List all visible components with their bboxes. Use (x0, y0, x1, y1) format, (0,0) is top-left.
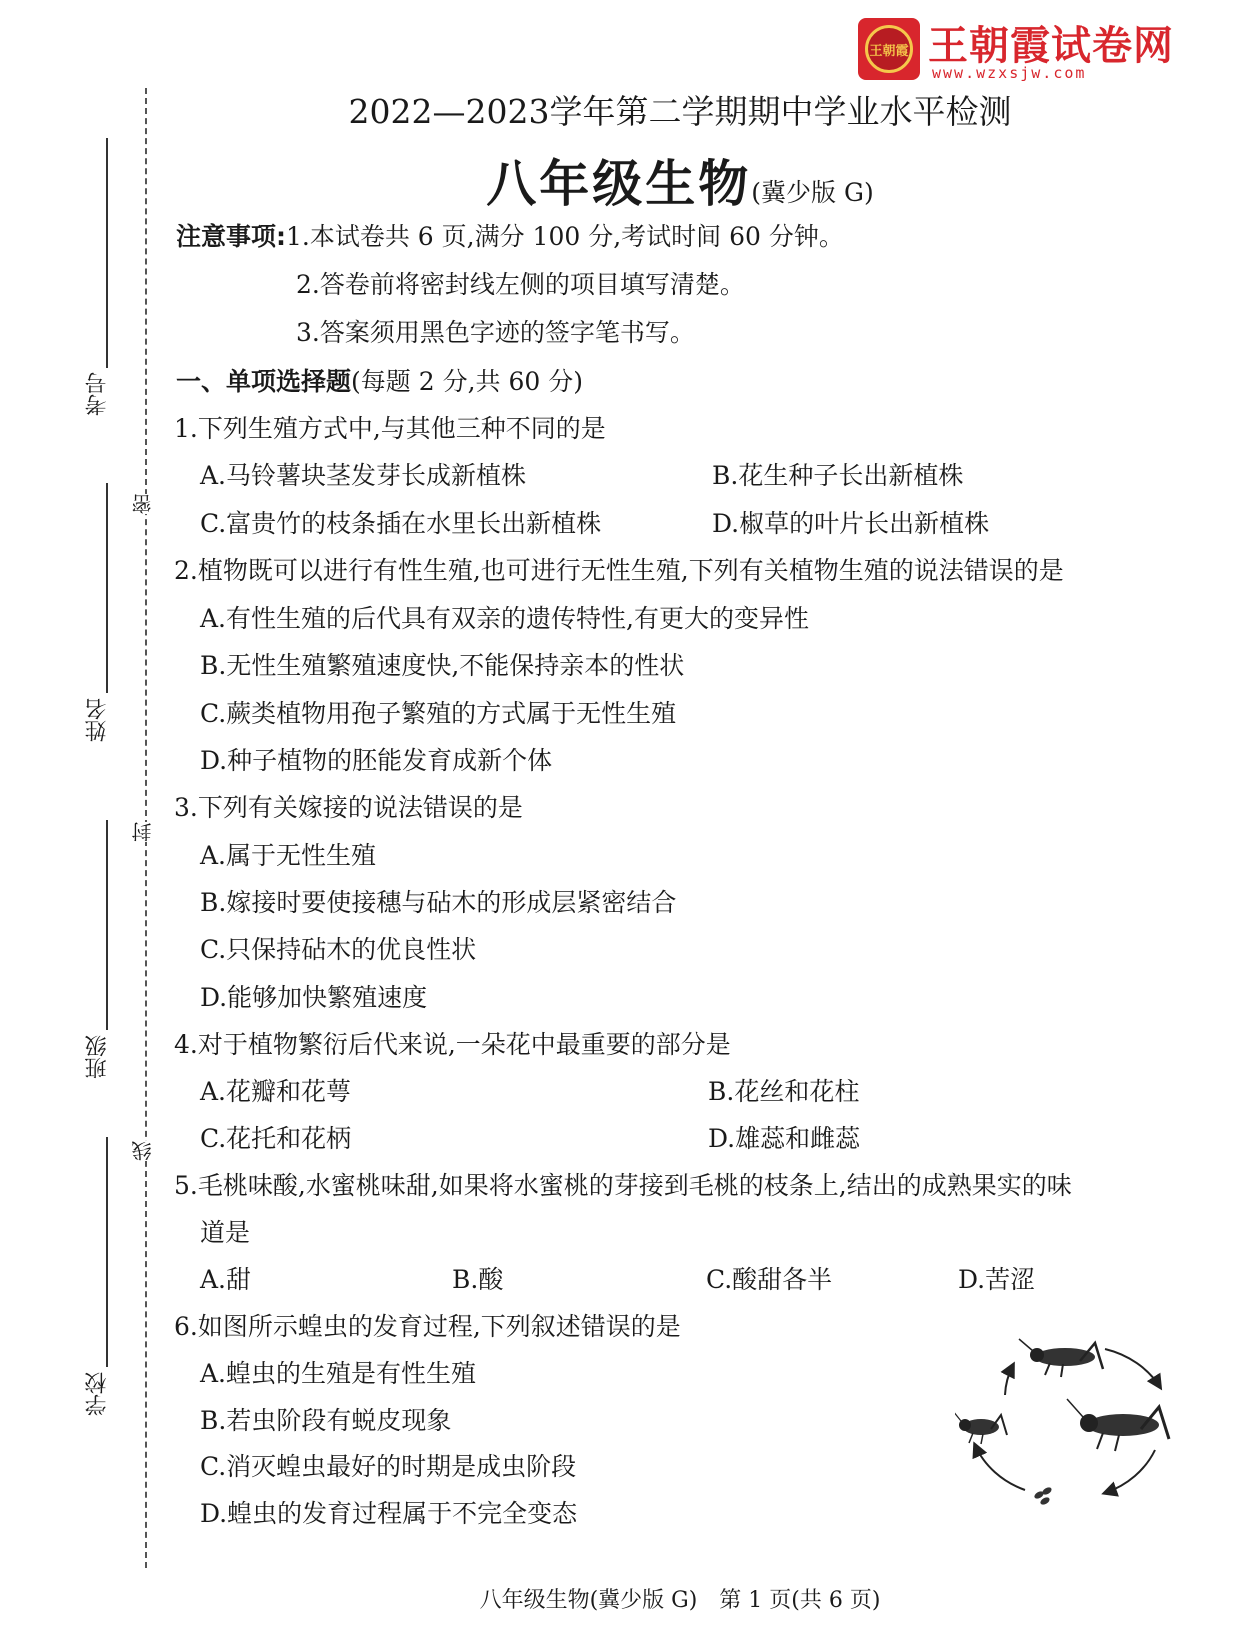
question-stem-continued: 道是 (200, 1218, 251, 1247)
adult-grasshopper-icon (1019, 1339, 1103, 1377)
question-option: D.苦涩 (958, 1265, 1036, 1294)
question-option: B.酸 (452, 1265, 504, 1294)
field-label-class: 班级 (85, 1035, 110, 1079)
notice-item: 1.本试卷共 6 页,满分 100 分,考试时间 60 分钟。 (286, 222, 844, 251)
section-title: 一、单项选择题 (176, 367, 352, 396)
question-stem: 4.对于植物繁衍后代来说,一朵花中最重要的部分是 (174, 1030, 731, 1059)
cycle-arrow-icon (1105, 1349, 1160, 1387)
grasshopper-lifecycle-figure (955, 1335, 1185, 1515)
subject-edition: (冀少版 G) (751, 178, 874, 207)
question-option: A.属于无性生殖 (200, 841, 377, 870)
logo-badge (858, 18, 920, 80)
page-footer: 八年级生物(冀少版 G) 第 1 页(共 6 页) (479, 1588, 881, 1613)
field-line-exam-number (106, 138, 108, 368)
question-stem: 2.植物既可以进行有性生殖,也可进行无性生殖,下列有关植物生殖的说法错误的是 (174, 556, 1064, 585)
question-stem: 3.下列有关嫁接的说法错误的是 (174, 793, 523, 822)
question-option: D.蝗虫的发育过程属于不完全变态 (200, 1499, 578, 1528)
field-line-school (106, 1137, 108, 1367)
field-line-name (106, 483, 108, 693)
question-stem: 5.毛桃味酸,水蜜桃味甜,如果将水蜜桃的芽接到毛桃的枝条上,结出的成熟果实的味 (174, 1171, 1072, 1200)
notice-item: 2.答卷前将密封线左侧的项目填写清楚。 (296, 270, 745, 299)
seal-mark-mi: 密 (128, 494, 158, 514)
site-logo (858, 14, 1178, 80)
question-option: A.有性生殖的后代具有双亲的遗传特性,有更大的变异性 (200, 604, 809, 633)
question-option: B.若虫阶段有蜕皮现象 (200, 1406, 452, 1435)
question-option: C.酸甜各半 (706, 1265, 833, 1294)
question-option: C.消灭蝗虫最好的时期是成虫阶段 (200, 1452, 577, 1481)
subject-name: 八年级生物 (486, 155, 752, 213)
logo-brand-text: 王朝霞试卷网 (928, 23, 1174, 69)
seal-mark-feng: 封 (128, 822, 158, 842)
question-option: D.雄蕊和雌蕊 (708, 1124, 861, 1153)
question-option: C.蕨类植物用孢子繁殖的方式属于无性生殖 (200, 699, 677, 728)
question-option: B.嫁接时要使接穗与砧木的形成层紧密结合 (200, 888, 677, 917)
eggs-icon (1033, 1486, 1053, 1506)
question-option: A.马铃薯块茎发芽长成新植株 (200, 461, 527, 490)
question-stem: 6.如图所示蝗虫的发育过程,下列叙述错误的是 (174, 1312, 681, 1341)
question-option: A.甜 (200, 1265, 252, 1294)
question-option: C.花托和花柄 (200, 1124, 352, 1153)
nymph-grasshopper-icon (955, 1411, 1007, 1444)
section-note: (每题 2 分,共 60 分) (351, 367, 583, 396)
exam-title: 2022—2023学年第二学期期中学业水平检测 (348, 92, 1012, 131)
question-stem: 1.下列生殖方式中,与其他三种不同的是 (174, 414, 606, 443)
question-option: D.椒草的叶片长出新植株 (712, 509, 990, 538)
logo-url: www.wzxsjw.com (932, 64, 1087, 82)
field-label-exam-number: 考号 (85, 372, 110, 416)
question-option: B.花丝和花柱 (708, 1077, 860, 1106)
seal-mark-xian: 线 (128, 1141, 158, 1161)
adult-grasshopper-icon (1067, 1399, 1169, 1451)
question-option: B.花生种子长出新植株 (712, 461, 964, 490)
subject-heading (160, 144, 1200, 216)
question-option: B.无性生殖繁殖速度快,不能保持亲本的性状 (200, 651, 685, 680)
field-label-school: 学校 (85, 1372, 110, 1416)
section-heading (176, 367, 583, 397)
notice-label: 注意事项: (176, 222, 286, 251)
question-option: D.种子植物的胚能发育成新个体 (200, 746, 553, 775)
question-option: C.富贵竹的枝条插在水里长出新植株 (200, 509, 602, 538)
cycle-arrow-icon (1105, 1450, 1155, 1493)
cycle-arrow-icon (1005, 1365, 1013, 1395)
notice-item: 3.答案须用黑色字迹的签字笔书写。 (296, 318, 695, 347)
field-line-class (106, 820, 108, 1030)
cycle-arrow-icon (975, 1445, 1025, 1490)
question-option: A.花瓣和花萼 (200, 1077, 352, 1106)
question-option: C.只保持砧木的优良性状 (200, 935, 477, 964)
field-label-name: 姓名 (85, 698, 110, 742)
notice-line-1 (176, 222, 844, 252)
question-option: D.能够加快繁殖速度 (200, 983, 428, 1012)
question-option: A.蝗虫的生殖是有性生殖 (200, 1359, 477, 1388)
logo-emblem-icon: 王朝霞 (865, 25, 913, 73)
